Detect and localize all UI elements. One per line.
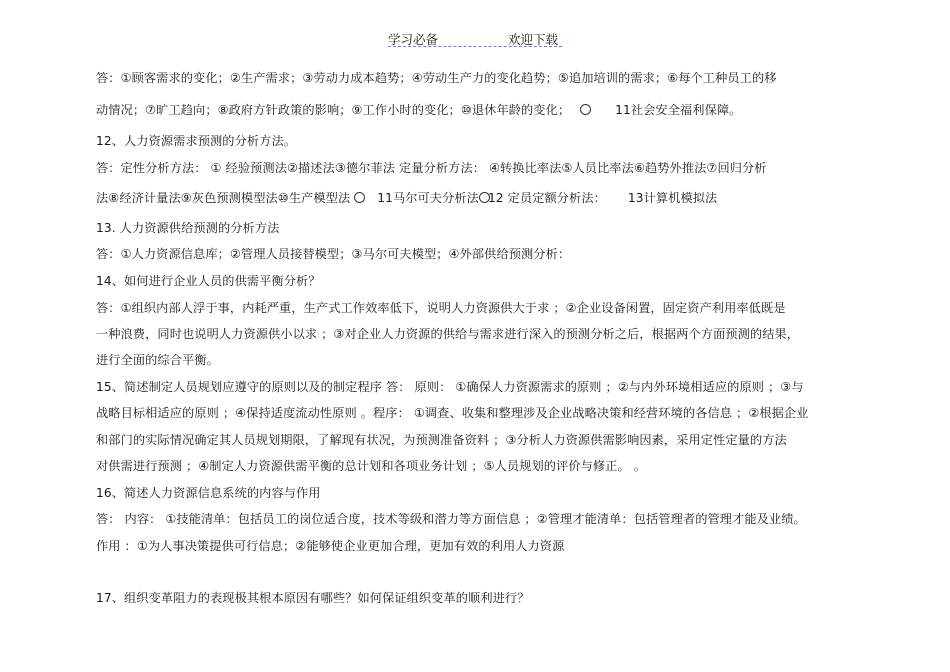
answer-14-line-3: 进行全面的综合平衡。 — [96, 353, 219, 367]
answer-16-line-2: 作用 ：①为人事决策提供可行信息；②能够使企业更加合理，更加有效的利用人力资源 — [96, 539, 565, 553]
question-15-line-1: 15、简述制定人员规划应遵守的原则以及的制定程序 答： 原则： ①确保人力资源需求的原则 ；②与内外环境相适应的原则 ；③与 — [96, 380, 804, 394]
answer-12-line-2 — [96, 190, 717, 206]
question-16: 16、简述人力资源信息系统的内容与作用 — [96, 486, 321, 500]
question-12: 12、人力资源需求预测的分析方法。 — [96, 134, 297, 148]
circle-mark-icon — [580, 104, 591, 115]
answer-16-line-1: 答： 内容： ①技能清单：包括员工的岗位适合度，技术等级和潜力等方面信息 ；②管理才能清单：包括管理者的管理才能及业绩。 — [96, 512, 806, 526]
answer-11-line-2 — [96, 102, 741, 118]
page-header — [388, 30, 568, 48]
answer-12-line-2-part2: 11马尔可夫分析法 — [377, 191, 479, 205]
question-13: 13. 人力资源供给预测的分析方法 — [96, 221, 280, 235]
header-right-text: 欢迎下载 — [508, 32, 559, 47]
question-14: 14、如何进行企业人员的供需平衡分析？ — [96, 274, 321, 288]
answer-11-line-1: 答：①顾客需求的变化；②生产需求；③劳动力成本趋势；④劳动生产力的变化趋势；⑤追加培训的需求；⑥每个工种员工的移 — [96, 71, 777, 85]
answer-13: 答：①人力资源信息库；②管理人员接替模型；③马尔可夫模型；④外部供给预测分析： — [96, 247, 571, 261]
answer-11-line-2-text: 动情况；⑦旷工趋向；⑧政府方针政策的影响；⑨工作小时的变化；⑩退休年龄的变化； — [96, 103, 571, 117]
header-left-text: 学习必备 — [388, 32, 439, 47]
answer-12-line-1: 答：定性分析方法： ① 经验预测法②描述法③德尔菲法 定量分析方法： ④转换比率法⑤人员比率法⑥趋势外推法⑦回归分析 — [96, 161, 767, 175]
answer-11-line-2-tail: 11社会安全福利保障。 — [615, 103, 742, 117]
question-15-line-2: 战略目标相适应的原则 ；④保持适度流动性原则 。程序： ①调查、收集和整理涉及企业战略决策和经营环境的各信息 ；②根据企业 — [96, 406, 809, 420]
question-17: 17、组织变革阻力的表现极其根本原因有哪些？如何保证组织变革的顺利进行？ — [96, 591, 530, 605]
circle-mark-icon — [354, 192, 365, 203]
answer-12-line-2-part3: 12 定员定额分析法： — [487, 191, 606, 205]
answer-14-line-1: 答：①组织内部人浮于事，内耗严重，生产式工作效率低下，说明人力资源供大于求 ；②企业设备闲置，固定资产利用率低既是 — [96, 301, 786, 315]
header-underline — [388, 46, 562, 47]
question-15-line-3: 和部门的实际情况确定其人员规划期限，了解现有状况，为预测准备资料 ；③分析人力资源供需影响因素，采用定性定量的方法 — [96, 433, 787, 447]
question-15-line-4: 对供需进行预测 ；④制定人力资源供需平衡的总计划和各项业务计划 ；⑤人员规划的评价与修正。 。 — [96, 459, 647, 473]
answer-12-line-2-text: 法⑧经济计量法⑨灰色预测模型法⑩生产模型法 — [96, 191, 351, 205]
answer-14-line-2: 一种浪费，同时也说明人力资源供小以求 ；③对企业人力资源的供给与需求进行深入的预测分析之后，根据两个方面预测的结果， — [96, 327, 800, 341]
answer-12-line-2-part4: 13计算机模拟法 — [627, 191, 718, 205]
